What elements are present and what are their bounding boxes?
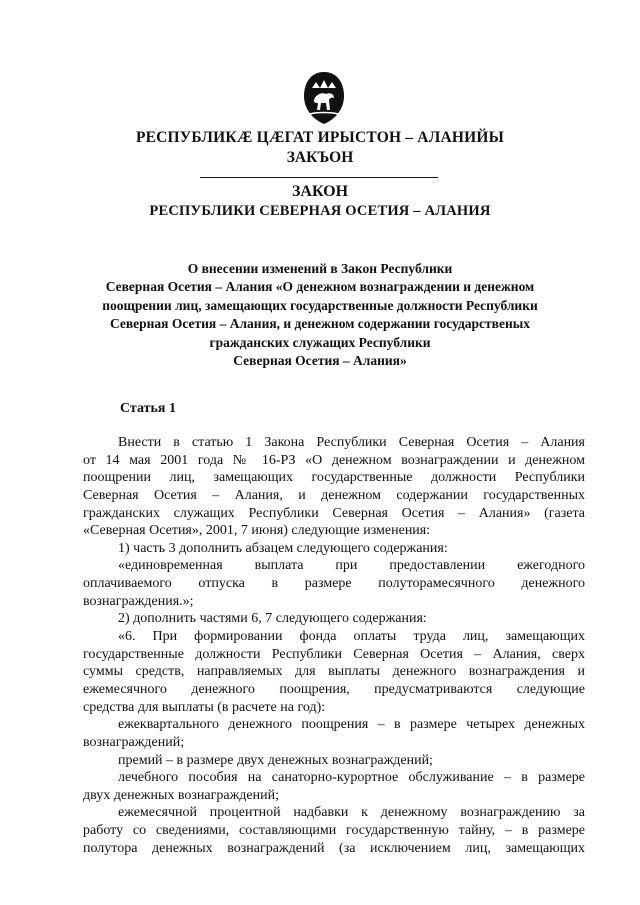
body-line: Северная Осетия – Алания, и денежном содержании государственных [83,487,585,503]
body-line: государственные должности Республики Северная Осетия – Алания, сверх [83,646,585,662]
body-line: 2) дополнить частями 6, 7 следующего содержания: [118,611,427,627]
subject-line: Северная Осетия – Алания» [233,353,407,369]
body-line: Внести в статью 1 Закона Республики Северная Осетия – Алания [118,435,585,450]
subject-line: О внесении изменений в Закон Республики [187,261,453,276]
article-body [83,434,585,857]
subject-line: Северная Осетия – Алания, и денежном содержании государственых [109,316,531,332]
subject-line: поощрении лиц, замещающих государственные должности Республики [102,297,538,313]
body-line: гражданских служащих Республики Северная Осетия – Алания» (газета [83,505,585,521]
body-line: от 14 мая 2001 года № 16-РЗ «О денежном вознаграждении и денежном [83,452,585,468]
body-line: ежемесячного денежного поощрения, предусматриваются следующие [83,681,585,697]
law-subject [60,260,580,370]
body-line: работу со сведениями, составляющими государственную тайну, – в размере [83,823,585,839]
body-line: «6. При формировании фонда оплаты труда лиц, замещающих [118,629,585,645]
header-divider [200,177,438,178]
body-line: 1) часть 3 дополнить абзацем следующего содержания: [118,540,448,556]
article-heading: Статья 1 [120,401,176,416]
body-line: оплачиваемого отпуска в размере полуторамесячного денежного [83,576,585,592]
body-line: вознаграждений; [83,734,185,750]
body-line: полутора денежных вознаграждений (за исключением лиц, замещающих [83,840,585,856]
body-line: премий – в размере двух денежных вознаграждений; [118,752,433,768]
subject-line: Северная Осетия – Алания «О денежном вознаграждении и денежном [105,279,535,295]
title-republic: РЕСПУБЛИКИ СЕВЕРНАЯ ОСЕТИЯ – АЛАНИЯ [149,203,491,219]
body-line: двух денежных вознаграждений; [83,787,279,803]
body-line: «Северная Осетия», 2001, 7 июня) следующие изменения: [83,523,431,539]
body-line: суммы средств, направляемых для выплаты денежного вознаграждения и [83,664,585,680]
title-law: ЗАКОН [291,183,349,200]
body-line: «единовременная выплата при предоставлении ежегодного [118,558,585,574]
body-line: лечебного пособия на санаторно-курортное обслуживание – в размере [118,770,585,786]
body-line: ежеквартального денежного поощрения – в размере четырех денежных [118,717,585,733]
coat-of-arms-icon [300,70,348,126]
title-ossetian-republic: РЕСПУБЛИКӔ ЦӔГАТ ИРЫСТОН – АЛАНИЙЫ [135,129,505,146]
body-line: поощрении лиц, замещающих государственные должности Республики [83,470,585,486]
body-line: средства для выплаты (в расчете на год): [83,699,326,715]
subject-line: гражданских служащих Республики [209,334,431,350]
title-ossetian-law: ЗАКЪОН [286,149,354,166]
body-line: вознаграждения.»; [83,593,194,609]
body-line: ежемесячной процентной надбавки к денежному вознаграждению за [118,805,585,821]
